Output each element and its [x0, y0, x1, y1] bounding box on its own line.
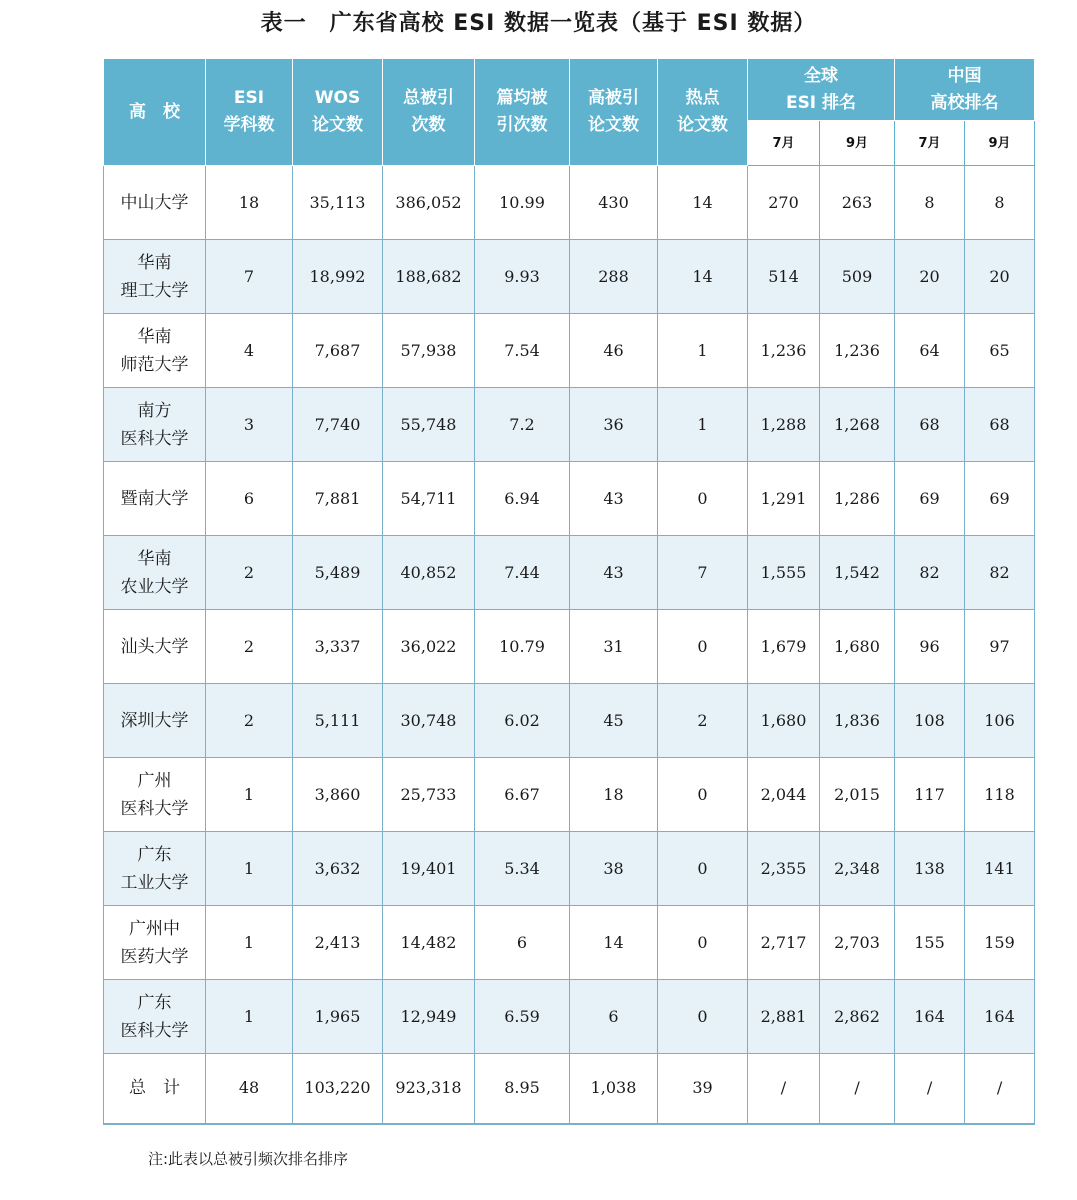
cell-esi: 1 — [206, 906, 293, 980]
cell-g7: 2,044 — [748, 758, 820, 832]
school-name-line: 总 计 — [129, 1078, 180, 1099]
cell-cit: 12,949 — [383, 980, 475, 1054]
header-china-sep: 9月 — [965, 121, 1035, 166]
cell-c9: 164 — [965, 980, 1035, 1054]
cell-wos: 18,992 — [293, 240, 383, 314]
cell-esi: 1 — [206, 758, 293, 832]
cell-cit: 40,852 — [383, 536, 475, 610]
cell-c7: / — [895, 1054, 965, 1124]
cell-avg: 5.34 — [475, 832, 570, 906]
cell-c7: 69 — [895, 462, 965, 536]
cell-wos: 7,740 — [293, 388, 383, 462]
table-row — [104, 758, 1035, 832]
cell-g9: 1,542 — [820, 536, 895, 610]
cell-cit: 386,052 — [383, 166, 475, 240]
cell-wos: 5,489 — [293, 536, 383, 610]
cell-g9: 1,236 — [820, 314, 895, 388]
school-name-cell — [104, 462, 206, 536]
cell-avg: 8.95 — [475, 1054, 570, 1124]
school-name-line: 深圳大学 — [120, 710, 189, 731]
table-row — [104, 240, 1035, 314]
table-row — [104, 832, 1035, 906]
cell-hot: 7 — [658, 536, 748, 610]
cell-hot: 2 — [658, 684, 748, 758]
cell-avg: 10.79 — [475, 610, 570, 684]
cell-c7: 20 — [895, 240, 965, 314]
cell-avg: 6.67 — [475, 758, 570, 832]
cell-esi: 18 — [206, 166, 293, 240]
school-name-line: 广州 — [137, 770, 172, 791]
cell-cit: 54,711 — [383, 462, 475, 536]
cell-hot: 0 — [658, 610, 748, 684]
cell-hc: 31 — [570, 610, 658, 684]
cell-cit: 57,938 — [383, 314, 475, 388]
header-avg-citations: 篇均被 引次数 — [475, 59, 570, 166]
cell-c9: 97 — [965, 610, 1035, 684]
header-esi-subjects: ESI 学科数 — [206, 59, 293, 166]
cell-g7: 1,288 — [748, 388, 820, 462]
cell-hc: 43 — [570, 462, 658, 536]
school-name-cell — [104, 832, 206, 906]
school-name-cell — [104, 906, 206, 980]
cell-hc: 46 — [570, 314, 658, 388]
school-name-line: 医科大学 — [120, 798, 189, 819]
school-name-cell — [104, 610, 206, 684]
table-row — [104, 610, 1035, 684]
cell-cit: 188,682 — [383, 240, 475, 314]
cell-avg: 9.93 — [475, 240, 570, 314]
cell-hot: 0 — [658, 832, 748, 906]
header-global-rank: 全球 ESI 排名 — [748, 59, 895, 121]
cell-wos: 5,111 — [293, 684, 383, 758]
cell-avg: 10.99 — [475, 166, 570, 240]
cell-hc: 6 — [570, 980, 658, 1054]
cell-esi: 4 — [206, 314, 293, 388]
cell-c9: 68 — [965, 388, 1035, 462]
cell-c9: / — [965, 1054, 1035, 1124]
cell-wos: 7,881 — [293, 462, 383, 536]
school-name-line: 南方 — [137, 400, 172, 421]
school-name-line: 工业大学 — [120, 872, 189, 893]
cell-g7: 270 — [748, 166, 820, 240]
cell-g9: 2,703 — [820, 906, 895, 980]
school-name-line: 广州中 — [129, 918, 180, 939]
cell-hot: 0 — [658, 758, 748, 832]
school-name-line: 广东 — [137, 844, 172, 865]
cell-g9: 1,268 — [820, 388, 895, 462]
header-wos-papers: WOS 论文数 — [293, 59, 383, 166]
school-name-line: 医药大学 — [120, 946, 189, 967]
cell-c9: 159 — [965, 906, 1035, 980]
cell-esi: 48 — [206, 1054, 293, 1124]
table-row — [104, 684, 1035, 758]
cell-hc: 430 — [570, 166, 658, 240]
cell-hc: 288 — [570, 240, 658, 314]
cell-hot: 14 — [658, 166, 748, 240]
cell-g9: 1,680 — [820, 610, 895, 684]
cell-c9: 8 — [965, 166, 1035, 240]
cell-c7: 64 — [895, 314, 965, 388]
cell-wos: 3,860 — [293, 758, 383, 832]
cell-esi: 1 — [206, 832, 293, 906]
table-title: 表一 广东省高校 ESI 数据一览表（基于 ESI 数据） — [260, 11, 817, 36]
school-name-cell — [104, 166, 206, 240]
school-name-line: 华南 — [137, 326, 172, 347]
cell-hot: 1 — [658, 314, 748, 388]
school-name-cell — [104, 1054, 206, 1124]
school-name-cell — [104, 684, 206, 758]
cell-g7: 1,680 — [748, 684, 820, 758]
table-row — [104, 314, 1035, 388]
table-row — [104, 906, 1035, 980]
cell-g7: 2,355 — [748, 832, 820, 906]
cell-wos: 1,965 — [293, 980, 383, 1054]
cell-wos: 2,413 — [293, 906, 383, 980]
total-row — [104, 1054, 1035, 1124]
school-name-line: 农业大学 — [120, 576, 189, 597]
cell-wos: 3,632 — [293, 832, 383, 906]
cell-c7: 164 — [895, 980, 965, 1054]
table-row — [104, 462, 1035, 536]
cell-avg: 6 — [475, 906, 570, 980]
cell-c9: 118 — [965, 758, 1035, 832]
cell-esi: 2 — [206, 610, 293, 684]
school-name-line: 师范大学 — [120, 354, 189, 375]
cell-cit: 25,733 — [383, 758, 475, 832]
school-name-cell — [104, 314, 206, 388]
school-name-cell — [104, 536, 206, 610]
cell-wos: 103,220 — [293, 1054, 383, 1124]
table-body — [104, 166, 1035, 1124]
cell-esi: 1 — [206, 980, 293, 1054]
school-name-line: 理工大学 — [120, 280, 189, 301]
cell-hot: 0 — [658, 906, 748, 980]
cell-g9: 509 — [820, 240, 895, 314]
cell-g9: 1,836 — [820, 684, 895, 758]
cell-esi: 2 — [206, 536, 293, 610]
cell-cit: 19,401 — [383, 832, 475, 906]
cell-c7: 117 — [895, 758, 965, 832]
school-name-line: 暨南大学 — [120, 488, 189, 509]
header-china-jul: 7月 — [895, 121, 965, 166]
school-name-cell — [104, 980, 206, 1054]
cell-g9: 2,348 — [820, 832, 895, 906]
header-global-jul: 7月 — [748, 121, 820, 166]
table-note: 注:此表以总被引频次排名排序 — [148, 1150, 349, 1168]
cell-hot: 39 — [658, 1054, 748, 1124]
cell-esi: 6 — [206, 462, 293, 536]
cell-c7: 82 — [895, 536, 965, 610]
cell-wos: 7,687 — [293, 314, 383, 388]
cell-g7: 2,881 — [748, 980, 820, 1054]
cell-g7: 1,236 — [748, 314, 820, 388]
cell-avg: 7.44 — [475, 536, 570, 610]
header-global-sep: 9月 — [820, 121, 895, 166]
school-name-line: 华南 — [137, 548, 172, 569]
cell-g7: 514 — [748, 240, 820, 314]
cell-c7: 138 — [895, 832, 965, 906]
cell-hot: 0 — [658, 462, 748, 536]
school-name-line: 医科大学 — [120, 428, 189, 449]
header-highly-cited: 高被引 论文数 — [570, 59, 658, 166]
school-name-line: 汕头大学 — [120, 636, 189, 657]
cell-hc: 36 — [570, 388, 658, 462]
cell-c9: 20 — [965, 240, 1035, 314]
cell-hot: 0 — [658, 980, 748, 1054]
cell-esi: 3 — [206, 388, 293, 462]
header-school: 高 校 — [104, 59, 206, 166]
cell-hc: 18 — [570, 758, 658, 832]
table-row — [104, 980, 1035, 1054]
cell-c7: 108 — [895, 684, 965, 758]
cell-g9: 1,286 — [820, 462, 895, 536]
cell-c7: 8 — [895, 166, 965, 240]
school-name-line: 华南 — [137, 252, 172, 273]
cell-c7: 96 — [895, 610, 965, 684]
cell-g7: 1,555 — [748, 536, 820, 610]
cell-g9: / — [820, 1054, 895, 1124]
cell-esi: 2 — [206, 684, 293, 758]
cell-g9: 2,862 — [820, 980, 895, 1054]
cell-c7: 155 — [895, 906, 965, 980]
table-row — [104, 388, 1035, 462]
cell-g7: 1,291 — [748, 462, 820, 536]
cell-g9: 2,015 — [820, 758, 895, 832]
cell-hc: 38 — [570, 832, 658, 906]
cell-hc: 45 — [570, 684, 658, 758]
cell-hot: 14 — [658, 240, 748, 314]
cell-cit: 30,748 — [383, 684, 475, 758]
school-name-cell — [104, 388, 206, 462]
cell-g7: 1,679 — [748, 610, 820, 684]
cell-avg: 7.54 — [475, 314, 570, 388]
cell-c9: 106 — [965, 684, 1035, 758]
school-name-cell — [104, 240, 206, 314]
table-row — [104, 166, 1035, 240]
school-name-line: 医科大学 — [120, 1020, 189, 1041]
cell-wos: 35,113 — [293, 166, 383, 240]
cell-c7: 68 — [895, 388, 965, 462]
cell-cit: 36,022 — [383, 610, 475, 684]
cell-hc: 1,038 — [570, 1054, 658, 1124]
cell-g9: 263 — [820, 166, 895, 240]
cell-avg: 7.2 — [475, 388, 570, 462]
esi-data-table — [103, 58, 1035, 1125]
cell-hc: 43 — [570, 536, 658, 610]
school-name-line: 广东 — [137, 992, 172, 1013]
cell-wos: 3,337 — [293, 610, 383, 684]
cell-cit: 14,482 — [383, 906, 475, 980]
cell-c9: 69 — [965, 462, 1035, 536]
cell-cit: 923,318 — [383, 1054, 475, 1124]
header-hot-papers: 热点 论文数 — [658, 59, 748, 166]
school-name-cell — [104, 758, 206, 832]
cell-avg: 6.02 — [475, 684, 570, 758]
cell-hc: 14 — [570, 906, 658, 980]
cell-c9: 141 — [965, 832, 1035, 906]
header-china-rank: 中国 高校排名 — [895, 59, 1035, 121]
cell-hot: 1 — [658, 388, 748, 462]
cell-avg: 6.59 — [475, 980, 570, 1054]
header-total-citations: 总被引 次数 — [383, 59, 475, 166]
school-name-line: 中山大学 — [120, 192, 189, 213]
table-row — [104, 536, 1035, 610]
cell-c9: 65 — [965, 314, 1035, 388]
cell-cit: 55,748 — [383, 388, 475, 462]
cell-g7: / — [748, 1054, 820, 1124]
cell-c9: 82 — [965, 536, 1035, 610]
cell-avg: 6.94 — [475, 462, 570, 536]
cell-esi: 7 — [206, 240, 293, 314]
cell-g7: 2,717 — [748, 906, 820, 980]
